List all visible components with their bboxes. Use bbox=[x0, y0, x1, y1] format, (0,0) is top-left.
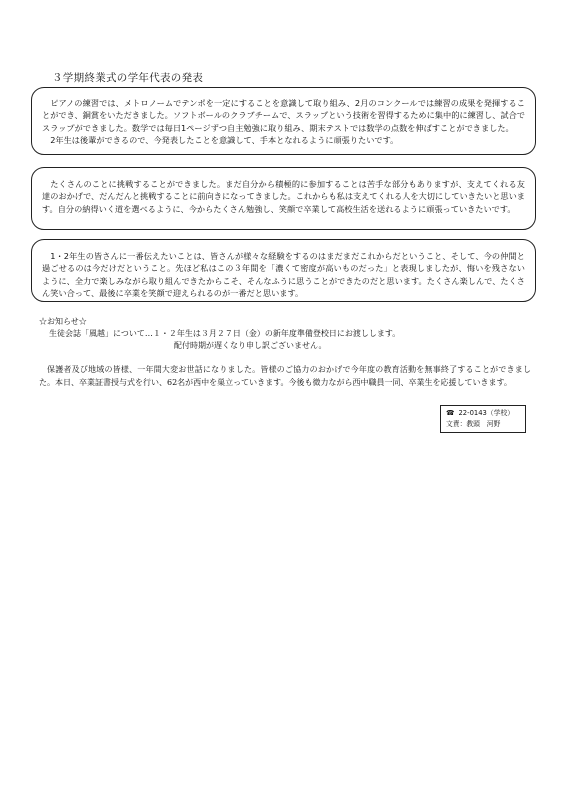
contact-author: 文責：教頭 河野 bbox=[446, 420, 501, 428]
closing-message bbox=[39, 364, 531, 389]
contact-box bbox=[440, 405, 526, 433]
speech-1-paragraph-1: ピアノの練習では、メトロノームでテンポを一定にすることを意識して取り組み、2月のコンクールでは練習の成果を発揮することができ、銅賞をいただきました。ソフトボールのクラブチームで、スラップという技術を習得するために集中的に練習し、試合でスラップができました。数学では毎日1ページずつ自主勉強に取り組み、期末テストでは数学の点数を伸ばすことができました。 bbox=[42, 98, 525, 133]
telephone-icon: ☎ bbox=[446, 409, 455, 417]
notice-section bbox=[39, 316, 539, 352]
contact-phone-row bbox=[446, 408, 525, 419]
closing-message-text: 保護者及び地域の皆様、一年間大変お世話になりました。皆様のご協力のおかげで今年度の教育活動を無事終了することができました。本日、卒業証書授与式を行い、62名が西中を巣立っていきます。今後も微力ながら西中職員一同、卒業生を応援していきます。 bbox=[39, 365, 531, 387]
speech-3-paragraph-1: 1・2年生の皆さんに一番伝えたいことは、皆さんが様々な経験をするのはまだまだこれからだということ、そして、今の仲間と過ごせるのは今だけだということ。先ほど私はこの３年間を「濃くて密度が高いものだった」と表現しましたが、悔いを残さないように、全力で楽しみながら取り組んできたからこそ、そんなふうに思うことができたのだと思います。たくさん楽しんで、たくさん笑い合って、最後に卒業を笑顔で迎えられるのが一番だと思います。 bbox=[42, 251, 525, 299]
speech-box-1 bbox=[31, 87, 536, 155]
notice-delivery-note: 配付時期が遅くなり申し訳ございません。 bbox=[174, 341, 327, 350]
speech-2-paragraph-1: たくさんのことに挑戦することができました。まだ自分から積極的に参加することは苦手な部分もありますが、支えてくれる友達のおかげで、だんだんと挑戦することに前向きになってきました。これからも私は支えてくれる人を大切にしていきたいと思います。自分の納得いく道を選べるように、今からたくさん勉強し、笑顔で卒業して高校生活を送れるように頑張っていきたいです。 bbox=[42, 179, 525, 214]
speech-box-2 bbox=[31, 167, 536, 230]
notice-heading: ☆お知らせ☆ bbox=[39, 317, 87, 326]
contact-phone: 22-0143（学校） bbox=[458, 409, 515, 417]
notice-body: 生徒会誌「風越」について…１・２年生は３月２７日（金）の新年度準備登校日にお渡しします。 bbox=[49, 329, 401, 338]
speech-box-3 bbox=[31, 239, 536, 302]
section-title: ３学期終業式の学年代表の発表 bbox=[52, 72, 204, 84]
speech-1-paragraph-2: 2年生は後輩ができるので、今発表したことを意識して、手本となれるように頑張りたいです。 bbox=[50, 135, 399, 146]
